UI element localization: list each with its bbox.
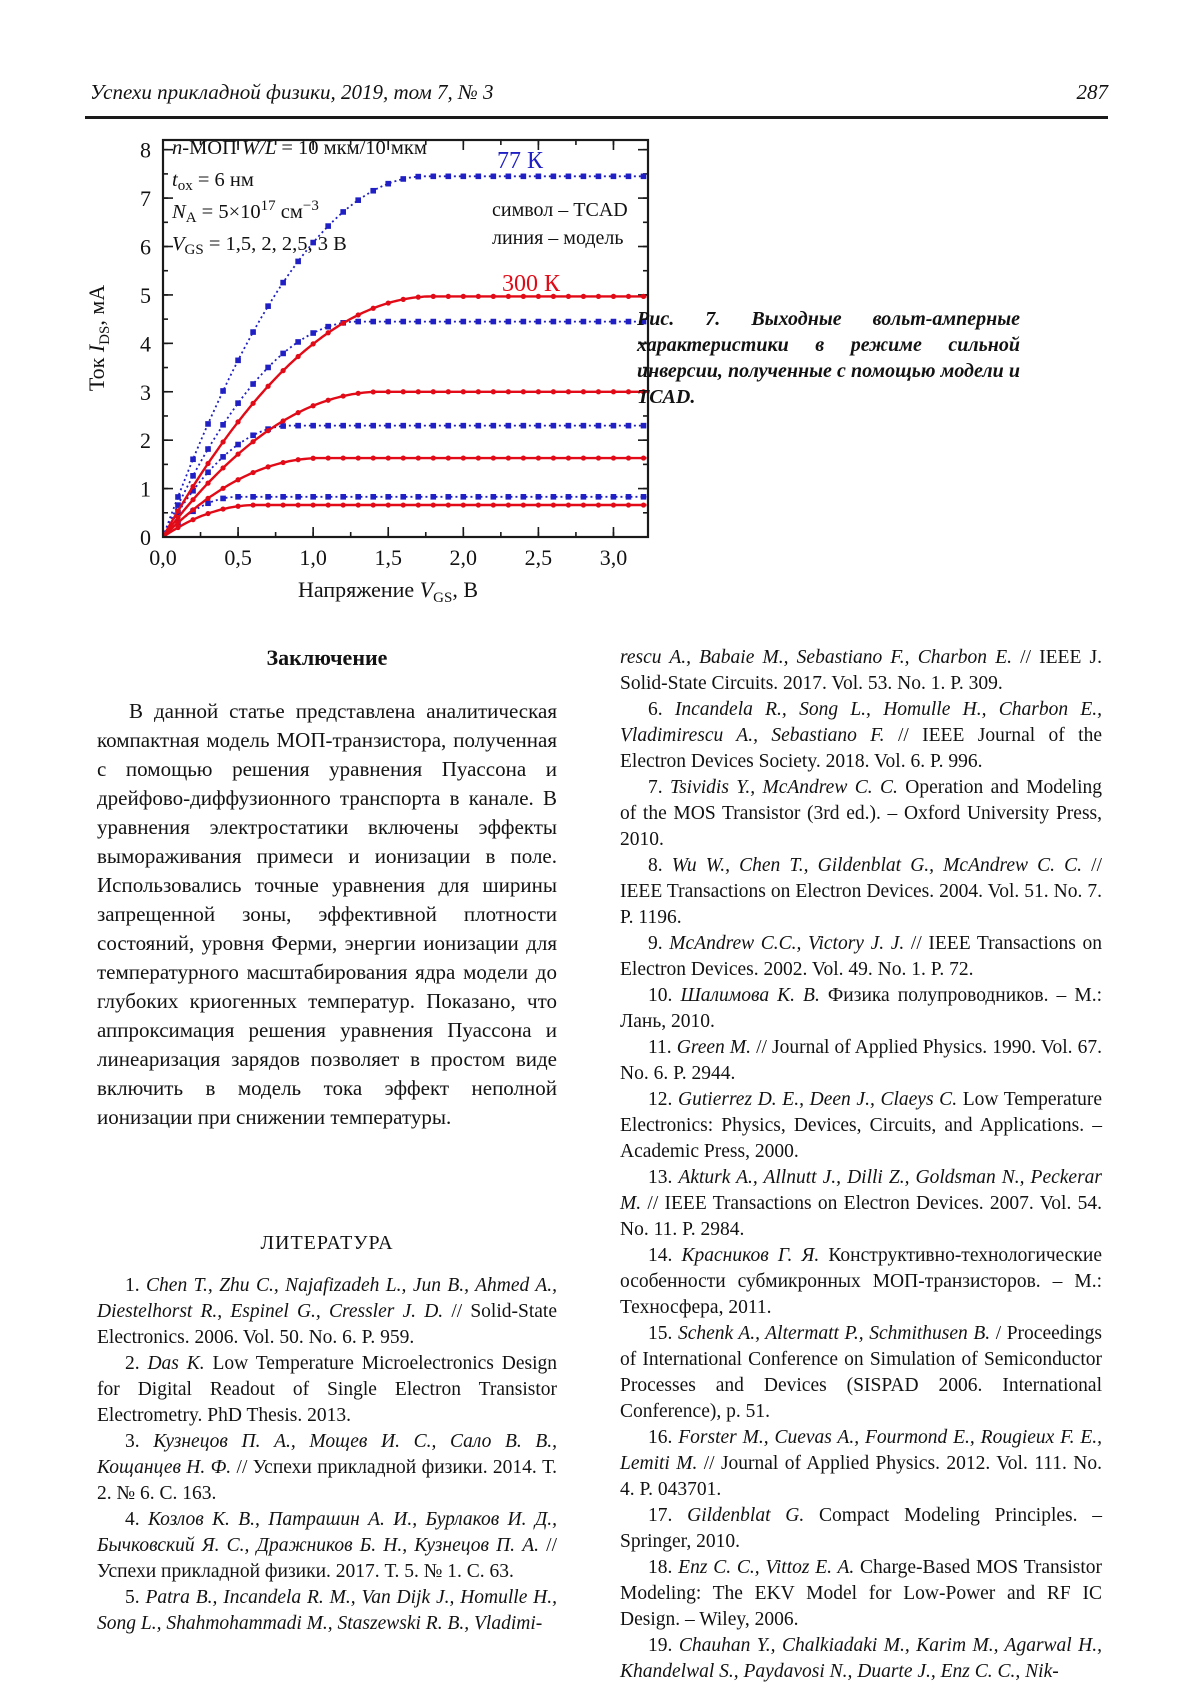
info-line-device: n-МОП W/L = 10 мкм/10 мкм	[172, 137, 427, 159]
reference-item-continuation	[620, 645, 1102, 697]
reference-text: Low Temperature Electronics: Physics, Devices, Circuits, and Applications. – Academic Press, 2000.	[620, 1089, 1103, 1162]
reference-text: // IEEE Journal of the Electron Devices Society. 2018. Vol. 6. P. 996.	[620, 725, 1102, 772]
svg-text:8: 8	[140, 137, 151, 163]
reference-authors: Chauhan Y., Chalkiadaki M., Karim M., Agarwal H., Khandelwal S., Paydavosi N., Duarte J., Enz C. C., Nik-	[620, 1635, 1102, 1682]
reference-item	[620, 931, 1102, 983]
reference-number: 1.	[125, 1275, 147, 1296]
reference-item	[620, 697, 1102, 775]
reference-text: Operation and Modeling of the MOS Transistor (3rd ed.). – Oxford University Press, 2010.	[620, 777, 1102, 850]
reference-item	[97, 1585, 557, 1637]
reference-text: // IEEE Transactions on Electron Devices. 2002. Vol. 49. No. 1. P. 72.	[620, 933, 1102, 980]
reference-number: 3.	[125, 1431, 154, 1452]
y-axis-title: Ток $I_{DS}$, мА	[84, 284, 113, 392]
reference-text: // Solid-State Electronics. 2006. Vol. 50. No. 6. P. 959.	[97, 1301, 558, 1348]
reference-authors: Forster M., Cuevas A., Fourmond E., Rougieux F. E., Lemiti M.	[620, 1427, 1102, 1474]
reference-authors: Akturk A., Allnutt J., Dilli Z., Goldsman N., Peckerar M.	[620, 1167, 1103, 1214]
reference-item	[620, 1321, 1102, 1425]
svg-text:3: 3	[140, 379, 151, 405]
reference-item	[97, 1273, 557, 1351]
reference-authors: Gildenblat G.	[687, 1505, 805, 1526]
reference-item	[97, 1429, 557, 1507]
reference-item	[620, 775, 1102, 853]
reference-item	[620, 1087, 1102, 1165]
info-line-vgs: VGS = 1,5, 2, 2,5, 3 В	[172, 233, 347, 258]
reference-item	[97, 1507, 557, 1585]
svg-text:5: 5	[140, 282, 151, 308]
reference-text: Конструктивно-технологические особенности субмикронных МОП-транзисторов. – М.: Техносфера, 2011.	[620, 1245, 1102, 1318]
literature-heading: ЛИТЕРАТУРА	[260, 1232, 394, 1254]
reference-item	[620, 1165, 1102, 1243]
legend-symbols: символ – TCAD	[492, 199, 628, 221]
reference-list-right	[620, 697, 1102, 1685]
reference-authors: Козлов К. В., Патрашин А. И., Бурлаков И. Д., Бычковский Я. С., Дражников Б. Н., Кузнецов П. А.	[97, 1509, 557, 1556]
output-characteristics-chart	[84, 128, 658, 613]
reference-number: 11.	[648, 1037, 677, 1058]
reference-number: 7.	[648, 777, 671, 798]
reference-authors: Шалимова К. В.	[680, 985, 820, 1006]
reference-number: 2.	[125, 1353, 148, 1374]
reference-text: // Journal of Applied Physics. 1990. Vol. 67. No. 6. P. 2944.	[620, 1037, 1102, 1084]
info-line-na: NA = $5\times 10^{17}$ $см^{-3}$	[172, 198, 319, 226]
svg-text:3,0: 3,0	[599, 545, 628, 570]
reference-text: // IEEE Transactions on Electron Devices. 2004. Vol. 51. No. 7. P. 1196.	[620, 855, 1102, 928]
reference-authors: Gutierrez D. E., Deen J., Claeys C.	[678, 1089, 958, 1110]
reference-text: // Journal of Applied Physics. 2012. Vol. 111. No. 4. P. 043701.	[620, 1453, 1102, 1500]
conclusion-paragraph: В данной статье представлена аналитическая компактная модель МОП-транзистора, полученная с помощью решения уравнения Пуассона и дрейфово-диффузионного транспорта в канале. В уравнения электростатики включены эффекты вымораживания примеси и ионизации в поле. Использовались точные уравнения для ширины запрещенной зоны, эффективной плотности состояний, уровня Ферми, энергии ионизации для температурного масштабирования ядра модели до глубоких криогенных температур. Показано, что аппроксимация решения уравнения Пуассона и линеаризация зарядов позволяет в простом виде включить в модель тока эффект неполной ионизации при снижении температуры.	[97, 699, 557, 1129]
reference-item	[620, 983, 1102, 1035]
reference-number: 6.	[648, 699, 675, 720]
reference-authors: Das K.	[147, 1353, 205, 1374]
svg-text:4: 4	[140, 331, 151, 357]
figure-caption: Рис. 7. Выходные вольт-амперные характеристики в режиме сильной инверсии, полученные с помощью модели и TCAD.	[637, 308, 1020, 408]
reference-authors: Кузнецов П. А., Мощев И. С., Сало В. В., Кощанцев Н. Ф.	[97, 1431, 558, 1478]
reference-text: // IEEE Transactions on Electron Devices. 2007. Vol. 54. No. 11. P. 2984.	[620, 1193, 1102, 1240]
reference-authors: Enz C. C., Vittoz E. A.	[678, 1557, 855, 1578]
reference-item	[620, 1425, 1102, 1503]
label-77k: 77 К	[496, 148, 544, 174]
reference-authors: Chen T., Zhu C., Najafizadeh L., Jun B., Ahmed A., Diestelhorst R., Espinel G., Cressler J. D.	[97, 1275, 557, 1322]
reference-authors: Incandela R., Song L., Homulle H., Charbon E., Vladimirescu A., Sebastiano F.	[620, 699, 1103, 746]
page-number: 287	[1076, 80, 1108, 104]
reference-number: 15.	[648, 1323, 678, 1344]
label-300k: 300 К	[501, 271, 561, 297]
reference-number: 10.	[648, 985, 681, 1006]
svg-text:2,5: 2,5	[524, 545, 553, 570]
svg-text:0,5: 0,5	[224, 545, 252, 570]
reference-text: // Успехи прикладной физики. 2014. Т. 2. № 6. С. 163.	[97, 1457, 557, 1504]
reference-number: 8.	[648, 855, 672, 876]
reference-item	[620, 1243, 1102, 1321]
svg-text:0,0: 0,0	[149, 545, 177, 570]
svg-text:2,0: 2,0	[449, 545, 478, 570]
reference-authors: rescu A., Babaie M., Sebastiano F., Charbon E.	[620, 647, 1012, 668]
svg-text:2: 2	[140, 428, 151, 454]
svg-text:1,5: 1,5	[374, 545, 402, 570]
reference-number: 14.	[648, 1245, 682, 1266]
figure-chart	[84, 128, 658, 613]
header-rule	[85, 116, 1108, 119]
reference-item	[620, 1555, 1102, 1633]
reference-text: // Успехи прикладной физики. 2017. Т. 5. № 1. С. 63.	[97, 1535, 557, 1582]
journal-header: Успехи прикладной физики, 2019, том 7, № 3	[90, 80, 494, 104]
reference-number: 17.	[648, 1505, 688, 1526]
svg-text:0: 0	[140, 525, 151, 550]
svg-text:1: 1	[140, 476, 151, 502]
reference-number: 9.	[648, 933, 670, 954]
info-line-tox: tox = 6 нм	[172, 169, 254, 194]
reference-number: 18.	[648, 1557, 679, 1578]
reference-number: 19.	[648, 1635, 679, 1656]
reference-list-left	[97, 1273, 557, 1637]
reference-number: 5.	[125, 1587, 146, 1608]
reference-authors: Schenk A., Altermatt P., Schmithusen B.	[677, 1323, 991, 1344]
reference-item	[620, 1633, 1102, 1685]
svg-text:1,0: 1,0	[299, 545, 327, 570]
reference-authors: McAndrew C.C., Victory J. J.	[669, 933, 905, 954]
reference-text: Compact Modeling Principles. – Springer, 2010.	[620, 1505, 1102, 1552]
reference-text: / Proceedings of International Conference on Simulation of Semiconductor Processes and Devices (SISPAD 2006. International Conference), p. 51.	[620, 1323, 1103, 1422]
reference-number: 4.	[125, 1509, 148, 1530]
reference-authors: Patra B., Incandela R. M., Van Dijk J., Homulle H., Song L., Shahmohammadi M., Staszewski R. B., Vladimi-	[97, 1587, 558, 1634]
conclusion-heading: Заключение	[266, 645, 388, 670]
legend-line: линия – модель	[492, 227, 624, 249]
reference-number: 12.	[648, 1089, 679, 1110]
reference-item	[97, 1351, 557, 1429]
reference-text: Charge-Based MOS Transistor Modeling: The EKV Model for Low-Power and RF IC Design. – Wiley, 2006.	[620, 1557, 1103, 1630]
reference-item	[620, 853, 1102, 931]
reference-item	[620, 1035, 1102, 1087]
right-column	[620, 645, 1102, 1685]
reference-authors: Tsividis Y., McAndrew C. C.	[670, 777, 898, 798]
reference-text: // IEEE J. Solid-State Circuits. 2017. Vol. 53. No. 1. P. 309.	[620, 647, 1102, 694]
reference-text: Low Temperature Microelectronics Design for Digital Readout of Single Electron Transistor Electrometry. PhD Thesis. 2013.	[97, 1353, 557, 1426]
svg-text:7: 7	[140, 186, 151, 212]
reference-number: 13.	[648, 1167, 679, 1188]
left-column	[97, 645, 557, 1637]
reference-authors: Green M.	[676, 1037, 751, 1058]
reference-text: Физика полупроводников. – М.: Лань, 2010.	[620, 985, 1103, 1032]
reference-authors: Wu W., Chen T., Gildenblat G., McAndrew C. C.	[671, 855, 1083, 876]
x-axis-title: Напряжение $V_{GS}$, В	[297, 577, 479, 606]
reference-number: 16.	[648, 1427, 679, 1448]
svg-text:6: 6	[140, 234, 151, 260]
reference-authors: Красников Г. Я.	[681, 1245, 820, 1266]
reference-item	[620, 1503, 1102, 1555]
